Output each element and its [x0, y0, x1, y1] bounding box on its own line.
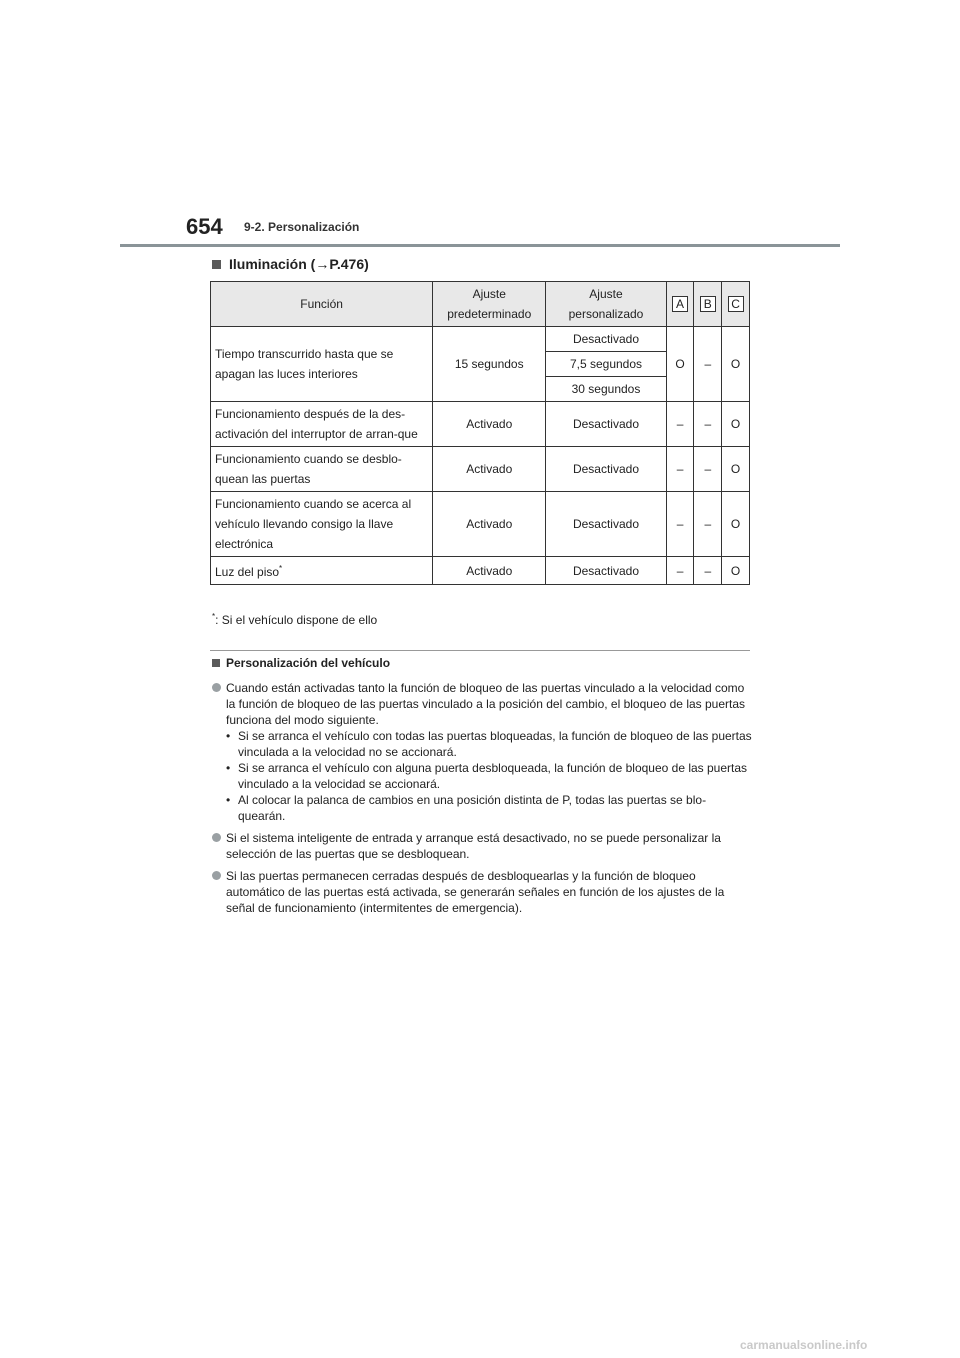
bullet-mark: •: [226, 793, 231, 807]
row2-c: O: [722, 402, 750, 447]
list-item: [226, 728, 752, 760]
note-item: [212, 868, 752, 916]
customization-table: [210, 281, 750, 585]
row2-function: Funcionamiento después de la des-activación del interruptor de arran-que: [211, 402, 433, 447]
row3-function: Funcionamiento cuando se desblo-quean las puertas: [211, 447, 433, 492]
header-rule: [120, 244, 840, 247]
row5-function: Luz del piso*: [211, 557, 433, 585]
row1-function: Tiempo transcurrido hasta que se apagan las luces interiores: [211, 327, 433, 402]
section-rule: [210, 650, 750, 651]
bullet-text: Si se arranca el vehículo con alguna puerta desbloqueada, la función de bloqueo de las puertas vinculado a la velocidad se accionará.: [238, 761, 748, 791]
footer-watermark: carmanualsonline.info: [740, 1338, 868, 1352]
bullet-mark: •: [226, 761, 231, 775]
header-custom: Ajuste personalizado: [546, 282, 666, 327]
list-item: [226, 792, 752, 824]
table-row: [211, 402, 750, 447]
note2-text: Si el sistema inteligente de entrada y arranque está desactivado, no se puede personalizar la selección de las puertas que se desbloquean.: [226, 831, 721, 861]
row3-c: O: [722, 447, 750, 492]
note-item: [212, 680, 752, 824]
row4-custom: Desactivado: [546, 492, 666, 557]
row4-default: Activado: [433, 492, 546, 557]
bullet-text: Al colocar la palanca de cambios en una posición distinta de P, todas las puertas se blo-quearán.: [238, 793, 707, 823]
heading-square-icon: [212, 260, 221, 269]
row1-custom-2: 7,5 segundos: [546, 352, 666, 377]
bullet-circle-icon: [212, 683, 221, 692]
row5-default: Activado: [433, 557, 546, 585]
header-b: B: [694, 282, 722, 327]
footnote-asterisk: *: [212, 612, 216, 621]
subsection-heading: [212, 656, 390, 670]
table-row: [211, 492, 750, 557]
row3-default: Activado: [433, 447, 546, 492]
note3-text: Si las puertas permanecen cerradas después de desbloquearlas y la función de bloqueo automático de las puertas está activada, se generarán señales en función de los ajustes de la señal de funcionamiento (intermitentes de emergencia).: [226, 869, 725, 915]
table-row: [211, 327, 750, 352]
row1-c: O: [722, 327, 750, 402]
row2-a: –: [666, 402, 694, 447]
row2-b: –: [694, 402, 722, 447]
bullet-circle-icon: [212, 833, 221, 842]
note-body: [226, 680, 752, 824]
row5-custom: Desactivado: [546, 557, 666, 585]
header-function: Función: [211, 282, 433, 327]
note1-intro: Cuando están activadas tanto la función de bloqueo de las puertas vinculado a la velocidad como la función de bloqueo de las puertas vinculado a la posición del cambio, el bloqueo de las puertas funciona del modo siguiente.: [226, 681, 746, 727]
row3-b: –: [694, 447, 722, 492]
row2-default: Activado: [433, 402, 546, 447]
row1-default: 15 segundos: [433, 327, 546, 402]
row5-b: –: [694, 557, 722, 585]
table-row: [211, 447, 750, 492]
subsection-square-icon: [212, 659, 220, 667]
header-c: C: [722, 282, 750, 327]
footnote: [212, 612, 377, 627]
heading-text: Iluminación (→P.476): [229, 256, 369, 272]
row1-custom-1: Desactivado: [546, 327, 666, 352]
row1-b: –: [694, 327, 722, 402]
bullet-text: Si se arranca el vehículo con todas las puertas bloqueadas, la función de bloqueo de las puertas vinculada a la velocidad no se accionará.: [238, 729, 752, 759]
header-a: A: [666, 282, 694, 327]
row4-c: O: [722, 492, 750, 557]
list-item: [226, 760, 752, 792]
row3-a: –: [666, 447, 694, 492]
footnote-text: : Si el vehículo dispone de ello: [215, 613, 378, 627]
row2-custom: Desactivado: [546, 402, 666, 447]
header-default: Ajuste predeterminado: [433, 282, 546, 327]
page-number: 654: [186, 214, 223, 239]
row4-b: –: [694, 492, 722, 557]
row1-custom-3: 30 segundos: [546, 377, 666, 402]
subsection-title: Personalización del vehículo: [226, 656, 391, 670]
table-row: [211, 557, 750, 585]
bullet-circle-icon: [212, 871, 221, 880]
row3-custom: Desactivado: [546, 447, 666, 492]
bullet-mark: •: [226, 729, 231, 743]
section-label: 9-2. Personalización: [244, 220, 360, 234]
note-item: [212, 830, 752, 862]
notes: [212, 680, 752, 922]
row4-function: Funcionamiento cuando se acerca al vehículo llevando consigo la llave electrónica: [211, 492, 433, 557]
footnote-mark: *: [279, 564, 283, 573]
row4-a: –: [666, 492, 694, 557]
section-heading: [212, 256, 369, 272]
row5-c: O: [722, 557, 750, 585]
row1-a: O: [666, 327, 694, 402]
row5-a: –: [666, 557, 694, 585]
table-header-row: [211, 282, 750, 327]
